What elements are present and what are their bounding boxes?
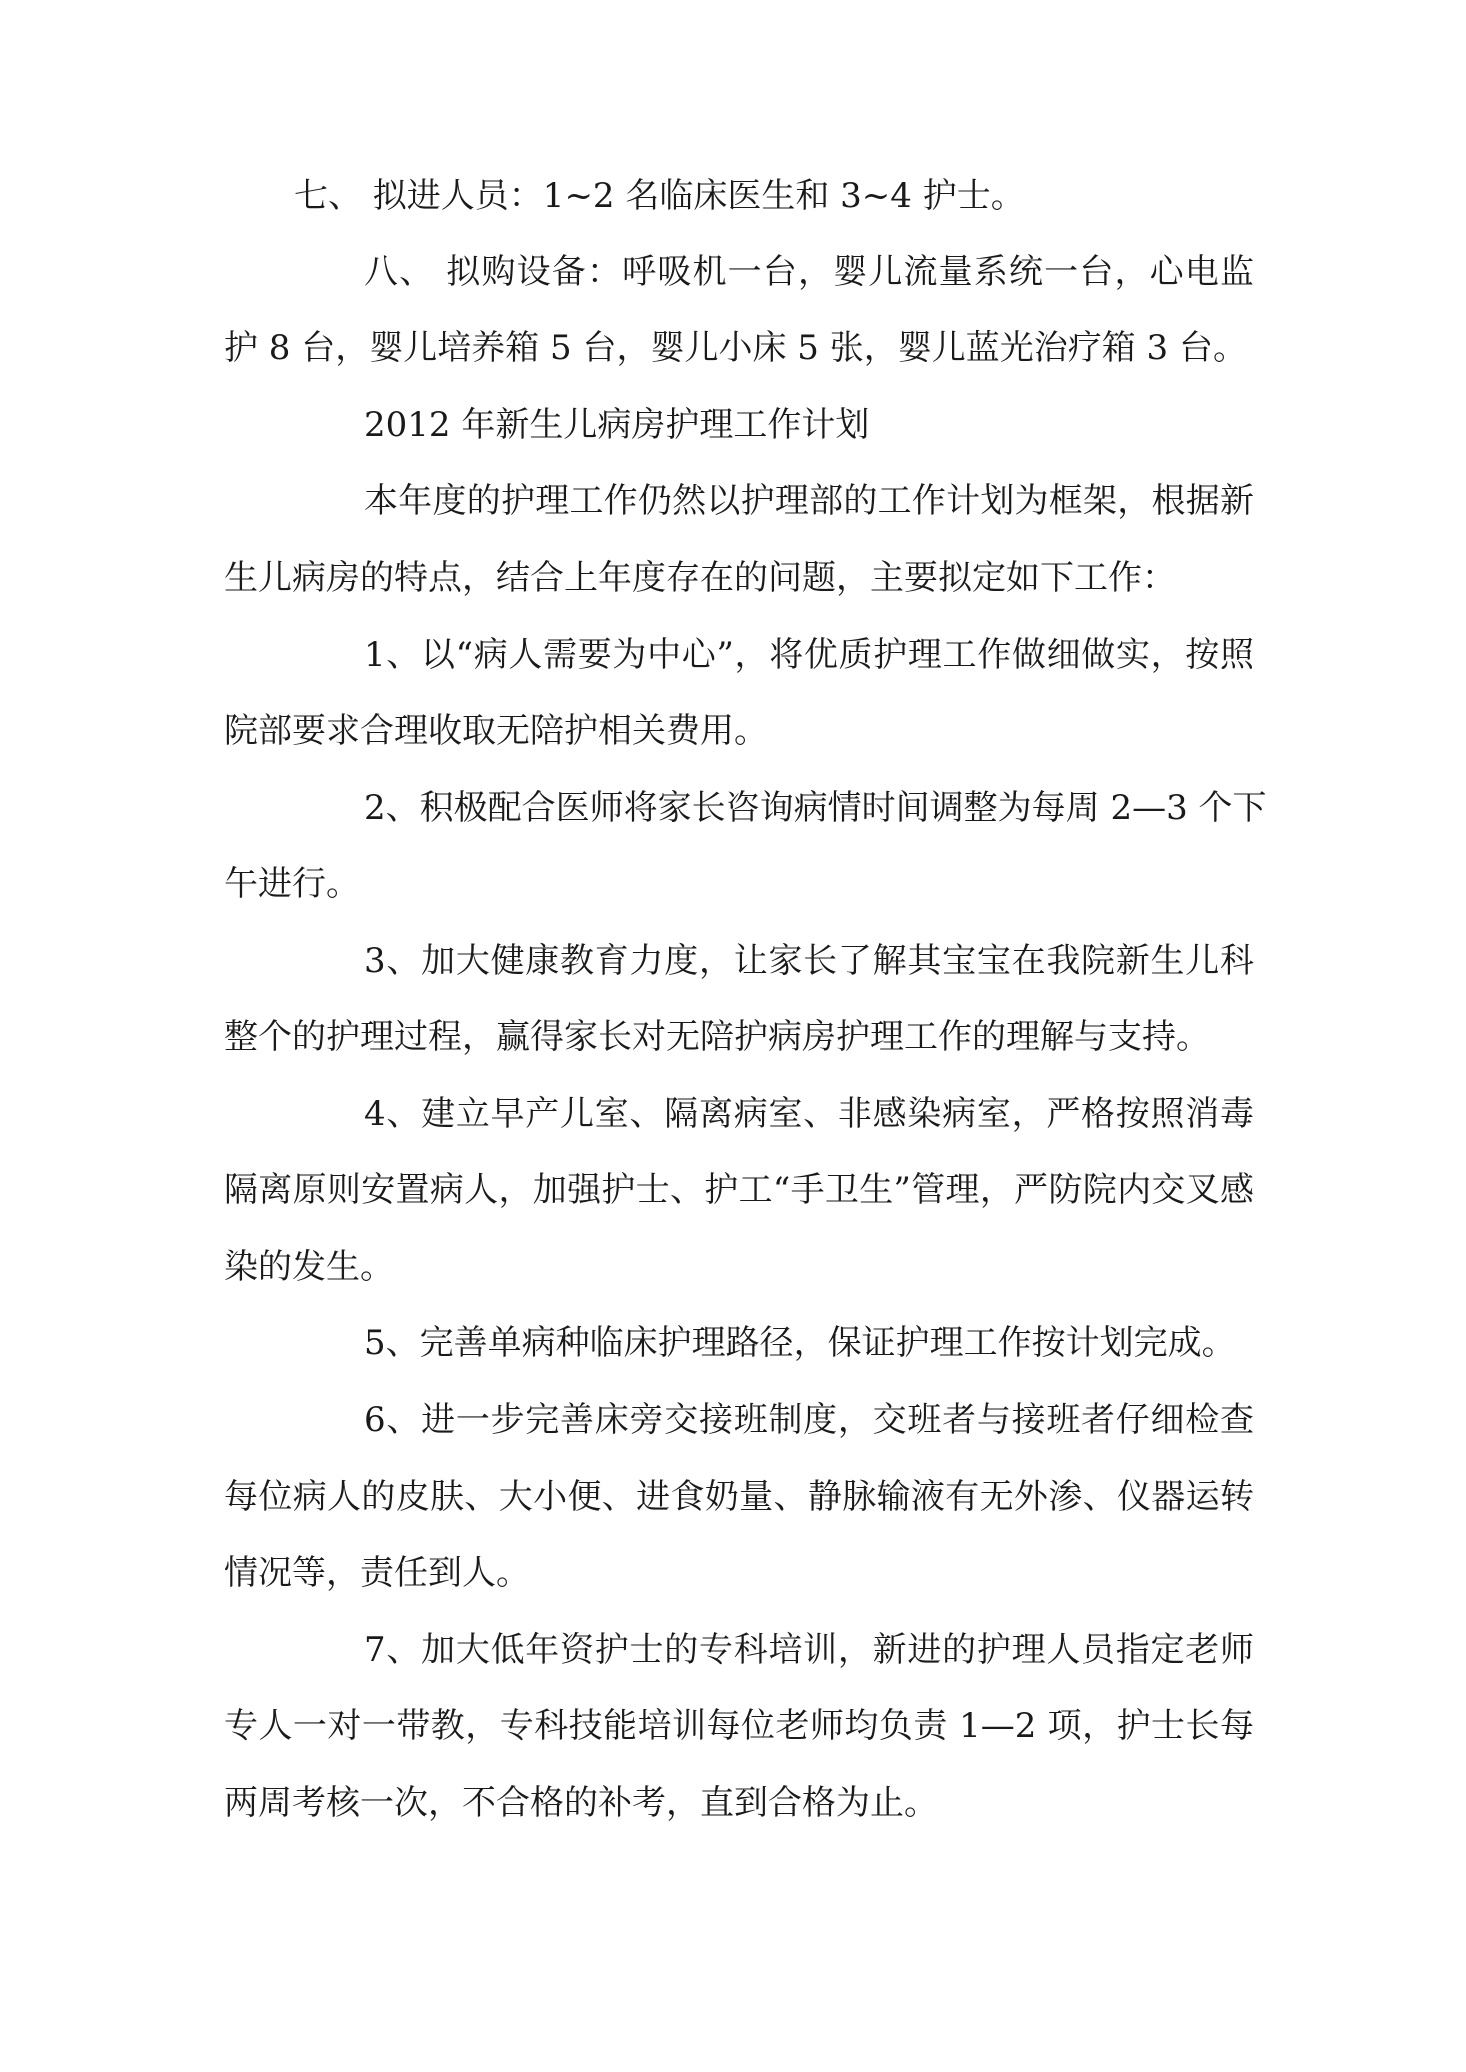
plan-heading: 2012 年新生儿病房护理工作计划 bbox=[364, 405, 870, 445]
intro-paragraph-line-2: 生儿病房的特点，结合上年度存在的问题，主要拟定如下工作： bbox=[224, 558, 1176, 598]
item-1-line-1: 1、以“病人需要为中心”，将优质护理工作做细做实，按照 bbox=[364, 635, 1254, 675]
item-1-line-2: 院部要求合理收取无陪护相关费用。 bbox=[224, 711, 768, 751]
intro-paragraph-line-1: 本年度的护理工作仍然以护理部的工作计划为框架，根据新 bbox=[364, 481, 1254, 521]
item-4-line-1: 4、建立早产儿室、隔离病室、非感染病室，严格按照消毒 bbox=[364, 1094, 1254, 1134]
item-eight-equipment-line-1: 八、 拟购设备：呼吸机一台，婴儿流量系统一台，心电监 bbox=[364, 252, 1254, 292]
item-4-line-2: 隔离原则安置病人，加强护士、护工“手卫生”管理，严防院内交叉感 bbox=[224, 1170, 1254, 1210]
item-6-line-2: 每位病人的皮肤、大小便、进食奶量、静脉输液有无外渗、仪器运转 bbox=[224, 1477, 1254, 1517]
item-7-line-1: 7、加大低年资护士的专科培训，新进的护理人员指定老师 bbox=[364, 1630, 1254, 1670]
item-7-line-3: 两周考核一次，不合格的补考，直到合格为止。 bbox=[224, 1783, 938, 1823]
item-4-line-3: 染的发生。 bbox=[224, 1247, 394, 1287]
item-6-line-1: 6、进一步完善床旁交接班制度，交班者与接班者仔细检查 bbox=[364, 1400, 1254, 1440]
item-3-line-1: 3、加大健康教育力度，让家长了解其宝宝在我院新生儿科 bbox=[364, 941, 1254, 981]
item-7-line-2: 专人一对一带教，专科技能培训每位老师均负责 1—2 项，护士长每 bbox=[224, 1706, 1254, 1746]
item-5-line-1: 5、完善单病种临床护理路径，保证护理工作按计划完成。 bbox=[364, 1323, 1236, 1363]
item-2-line-2: 午进行。 bbox=[224, 864, 360, 904]
item-eight-equipment-line-2: 护 8 台，婴儿培养箱 5 台，婴儿小床 5 张，婴儿蓝光治疗箱 3 台。 bbox=[224, 328, 1247, 368]
item-seven-staffing: 七、 拟进人员：1~2 名临床医生和 3~4 护士。 bbox=[294, 176, 1025, 216]
item-6-line-3: 情况等，责任到人。 bbox=[224, 1553, 530, 1593]
item-2-line-1: 2、积极配合医师将家长咨询病情时间调整为每周 2—3 个下 bbox=[364, 788, 1267, 828]
item-3-line-2: 整个的护理过程，赢得家长对无陪护病房护理工作的理解与支持。 bbox=[224, 1017, 1210, 1057]
